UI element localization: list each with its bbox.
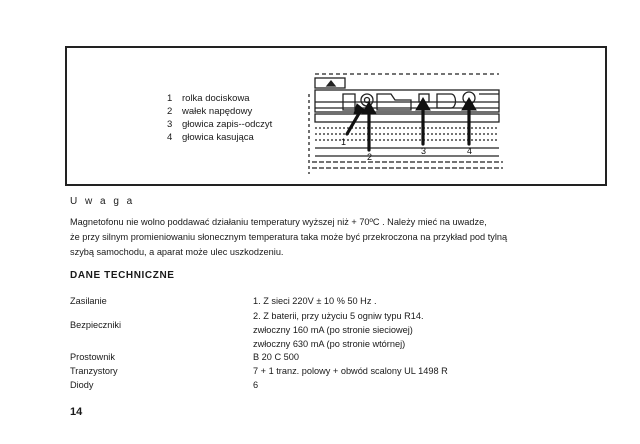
spec-label-transistors: Tranzystory — [70, 366, 118, 376]
legend-item — [167, 131, 272, 144]
spec-value-fuse-mains: zwłoczny 160 mA (po stronie sieciowej) — [253, 325, 413, 335]
note-line: szybą samochodu, a aparat może ulec uszkodzeniu. — [70, 247, 284, 257]
spec-value-rectifier: B 20 C 500 — [253, 352, 299, 362]
page-number: 14 — [70, 406, 83, 418]
spec-value-power-battery: 2. Z baterii, przy użyciu 5 ogniw typu R14. — [253, 311, 424, 321]
callout-4: 4 — [467, 146, 473, 156]
specs-heading: DANE TECHNICZNE — [70, 270, 175, 281]
legend-number: 4 — [167, 132, 173, 143]
legend-label: rolka dociskowa — [182, 93, 250, 104]
eject-icon — [327, 81, 335, 86]
spec-label-fuses: Bezpieczniki — [70, 320, 122, 330]
capstan-shaft — [361, 94, 373, 106]
deck-bottom-lines — [312, 162, 503, 168]
legend-label: głowica kasująca — [182, 132, 254, 143]
callout-2: 2 — [367, 152, 373, 162]
callout-1: 1 — [341, 137, 347, 147]
spec-label-diodes: Diody — [70, 380, 94, 390]
arrow-4-head — [462, 98, 476, 110]
spec-value-transistors: 7 + 1 tranz. polowy + obwód scalony UL 1498 R — [253, 366, 448, 376]
legend-label: głowica zapis--odczyt — [182, 119, 273, 130]
figure-legend — [167, 92, 272, 144]
note-heading: U w a g a — [70, 196, 135, 207]
erase-head-mount — [437, 94, 456, 108]
legend-item — [167, 105, 272, 118]
note-line: że przy silnym promieniowaniu słonecznym temperatura taka może być przekroczona na przykład pod tylną — [70, 232, 508, 242]
deck-rail — [315, 114, 499, 122]
arrow-3-head — [416, 98, 430, 110]
spec-label-power: Zasilanie — [70, 296, 107, 306]
legend-number: 3 — [167, 119, 173, 130]
figure-frame — [65, 46, 607, 186]
legend-item — [167, 92, 272, 105]
spec-label-rectifier: Prostownik — [70, 352, 115, 362]
spec-value-diodes: 6 — [253, 380, 259, 390]
legend-item — [167, 118, 272, 131]
legend-number: 2 — [167, 106, 173, 117]
legend-number: 1 — [167, 93, 173, 104]
legend-label: wałek napędowy — [182, 106, 253, 117]
spec-value-power-mains: 1. Z sieci 220V ± 10 % 50 Hz . — [253, 296, 377, 306]
callout-3: 3 — [421, 146, 427, 156]
tape-mechanism-drawing — [307, 64, 507, 184]
note-line: Magnetofonu nie wolno poddawać działaniu temperatury wyższej niż + 70ºC . Należy mieć na uwadze, — [70, 217, 487, 227]
spec-value-fuse-secondary: zwłoczny 630 mA (po stronie wtórnej) — [253, 339, 406, 349]
